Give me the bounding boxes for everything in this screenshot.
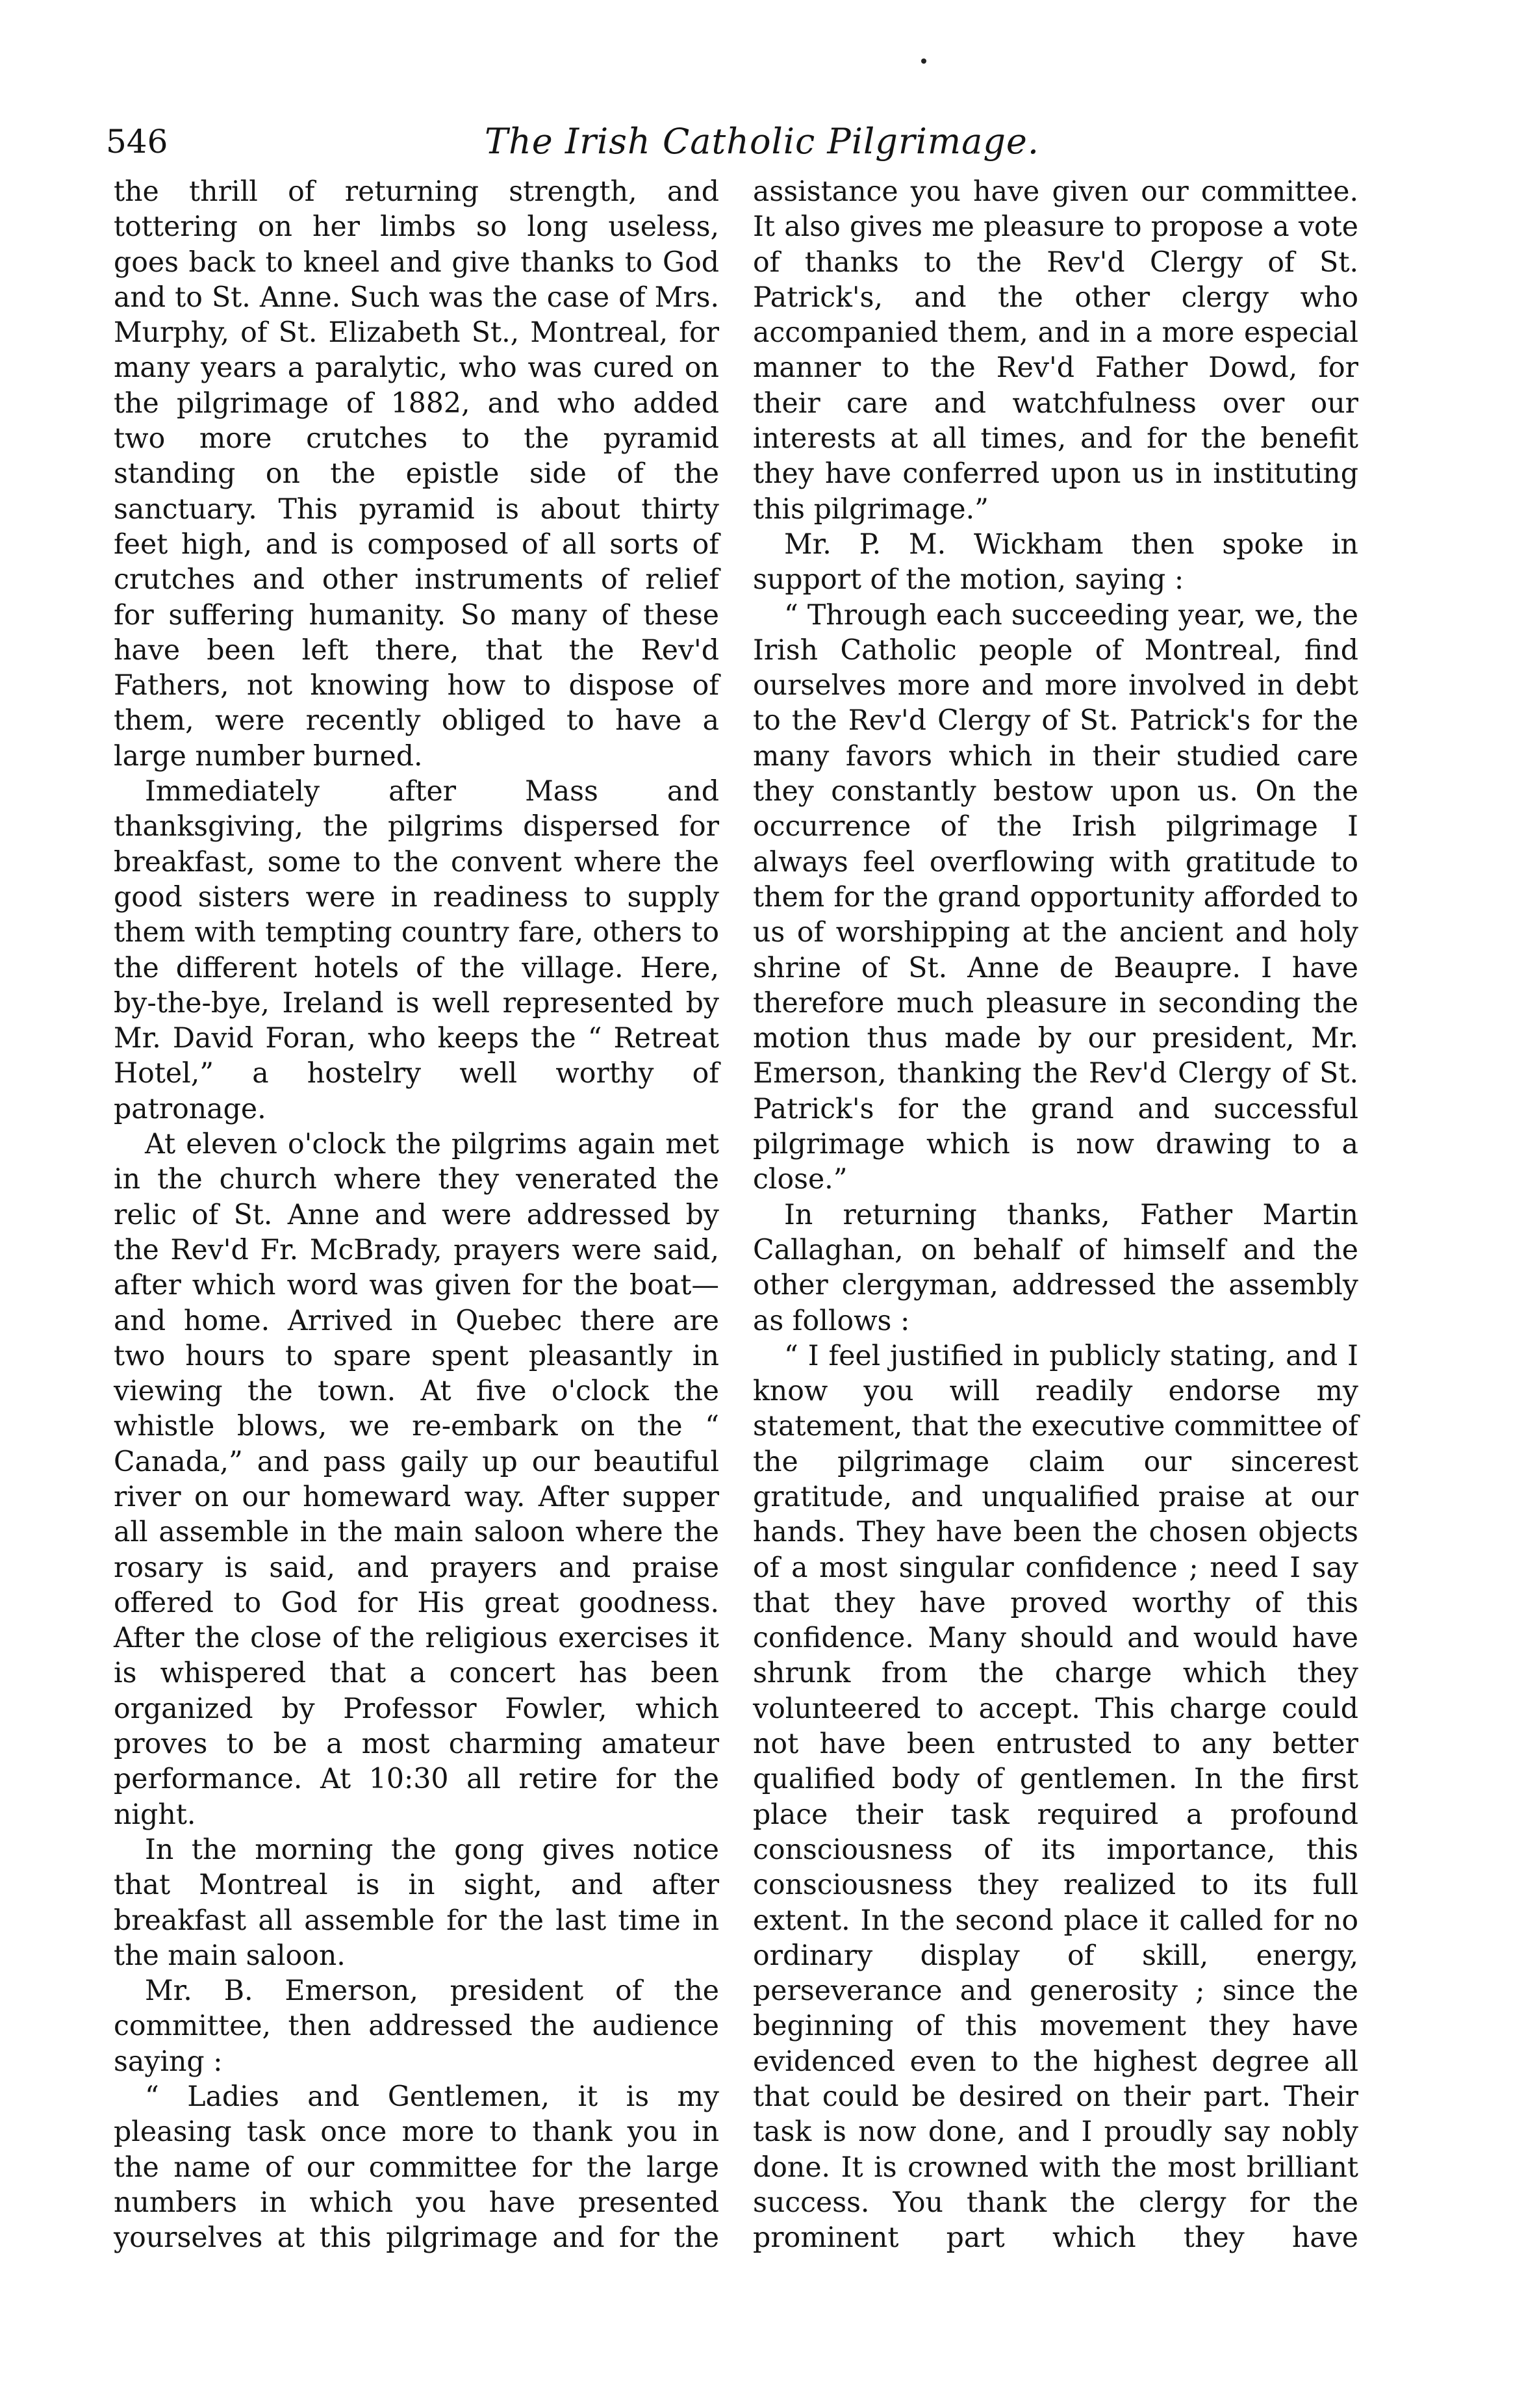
paragraph: At eleven o'clock the pilgrims again met in the church where they venerated the relic of St. Anne and were addressed by the Rev'd Fr. McBrady, prayers were said, after which word was given for the boat— and home. Arrived in Quebec there are two hours to spare spent pleasantly in viewing the town. At five o'clock the whistle blows, we re-embark on the “ Canada,” and pass gaily up our beautiful river on our homeward way. After supper all assemble in the main saloon where the rosary is said, and prayers and praise offered to God for His great goodness. After the close of the religious exercises it is whispered that a concert has been organized by Professor Fowler, which proves to be a most charming amateur performance. At 10:30 all retire for the night. bbox=[114, 1128, 719, 1831]
paragraph: assistance you have given our committee. It also gives me pleasure to propose a vote of thanks to the Rev'd Clergy of St. Patrick's, and the other clergy who accompanied them, and in a more especial manner to the Rev'd Father Dowd, for their care and watchfulness over our interests at all times, and for the benefit they have conferred upon us in instituting this pilgrimage.” bbox=[753, 175, 1358, 526]
paragraph: Mr. P. M. Wickham then spoke in support of the motion, saying : bbox=[753, 528, 1358, 596]
paragraph: Mr. B. Emerson, president of the committee, then addressed the audience saying : bbox=[114, 1975, 719, 2078]
right-column bbox=[753, 174, 1358, 2318]
paragraph: “ Through each succeeding year, we, the Irish Catholic people of Montreal, find ourselves more and more involved in debt to the Rev'd Clergy of St. Patrick's for the many favors which in their studied care they constantly bestow upon us. On the occurrence of the Irish pilgrimage I always feel overflowing with gratitude to them for the grand opportunity afforded to us of worshipping at the ancient and holy shrine of St. Anne de Beaupre. I have therefore much pleasure in seconding the motion thus made by our president, Mr. Emerson, thanking the Rev'd Clergy of St. Patrick's for the grand and successful pilgrimage which is now drawing to a close.” bbox=[753, 598, 1358, 1196]
paragraph: the thrill of returning strength, and tottering on her limbs so long useless, goes back to kneel and give thanks to God and to St. Anne. Such was the case of Mrs. Murphy, of St. Elizabeth St., Montreal, for many years a paralytic, who was cured on the pilgrimage of 1882, and who added two more crutches to the pyramid standing on the epistle side of the sanctuary. This pyramid is about thirty feet high, and is composed of all sorts of crutches and other instruments of relief for suffering humanity. So many of these have been left there, that the Rev'd Fathers, not knowing how to dispose of them, were recently obliged to have a large number burned. bbox=[114, 175, 719, 773]
paragraph: “ I feel justified in publicly stating, and I know you will readily endorse my statement, that the executive committee of the pilgrimage claim our sincerest gratitude, and unqualified praise at our hands. They have been the chosen objects of a most singular confidence ; need I say that they have proved worthy of this confidence. Many should and would have shrunk from the charge which they volunteered to accept. This charge could not have been entrusted to any better qualified body of gentlemen. In the first place their task required a profound consciousness of its importance, this consciousness they realized to its full extent. In the second place it called for no ordinary display of skill, energy, perseverance and generosity ; since the beginning of this movement they have evidenced even to the highest degree all that could be desired on their part. Their task is now done, and I proudly say nobly done. It is crowned with the most brilliant success. You thank the clergy for the prominent part which they have bbox=[753, 1339, 1358, 2255]
page-number: 546 bbox=[106, 123, 168, 160]
page-speck bbox=[921, 58, 926, 64]
paragraph: In returning thanks, Father Martin Callaghan, on behalf of himself and the other clergyman, addressed the assembly as follows : bbox=[753, 1198, 1358, 1337]
paragraph: Immediately after Mass and thanksgiving, the pilgrims dispersed for breakfast, some to the convent where the good sisters were in readiness to supply them with tempting country fare, others to the different hotels of the village. Here, by-the-bye, Ireland is well represented by Mr. David Foran, who keeps the “ Retreat Hotel,” a hostelry well worthy of patronage. bbox=[114, 775, 719, 1125]
running-title: The Irish Catholic Pilgrimage. bbox=[484, 121, 1040, 162]
paragraph: In the morning the gong gives notice that Montreal is in sight, and after breakfast all assemble for the last time in the main saloon. bbox=[114, 1833, 719, 1972]
left-column bbox=[114, 174, 719, 2318]
paragraph: “ Ladies and Gentlemen, it is my pleasing task once more to thank you in the name of our committee for the large numbers in which you have presented yourselves at this pilgrimage and for the bbox=[114, 2081, 719, 2255]
page-header bbox=[0, 116, 1524, 168]
